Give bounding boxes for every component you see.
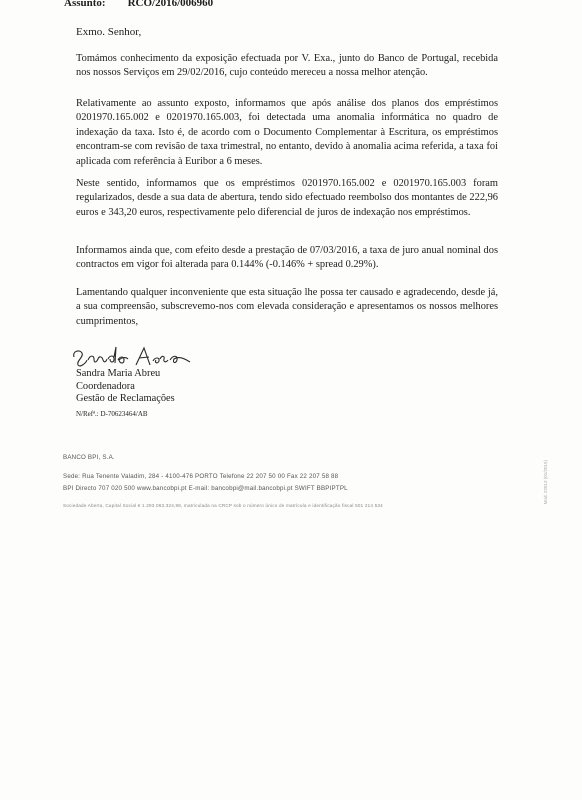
subject-line: [64, 0, 213, 9]
legal-line: Sociedade Aberta, Capital Social € 1.293.063.324,98, matriculada na CRCP sob o número único de matrícula e identificação fiscal 501 214 534: [63, 503, 383, 508]
company-name: BANCO BPI, S.A.: [63, 454, 115, 461]
address-line: Sede: Rua Tenente Valadim, 284 - 4100-476 PORTO Telefone 22 207 50 00 Fax 22 207 58 88: [63, 473, 339, 480]
paragraph-acknowledgement: Tomámos conhecimento da exposição efectuada por V. Exa., junto do Banco de Portugal, recebida nos nossos Serviços em 29/02/2016, cujo conteúdo mereceu a nossa melhor atenção.: [76, 53, 498, 79]
paragraph-regularization: Neste sentido, informamos que os empréstimos 0201970.165.002 e 0201970.165.003 foram regularizados, desde a sua data de abertura, tendo sido efectuado reembolso dos montantes de 222,96 euros e 343,20 euros, respectivamente pelo diferencial de juros de indexação nos empréstimos.: [76, 178, 498, 218]
internal-reference: N/Refª.: D-70623464/AB: [76, 409, 148, 418]
signature-block: [76, 368, 175, 420]
subject-label: Assunto:: [64, 0, 106, 9]
signer-role: Coordenadora: [76, 380, 135, 392]
paragraph-rate-change: Informamos ainda que, com efeito desde a prestação de 07/03/2016, a taxa de juro anual nominal dos contractos em vigor foi alterada para 0.144% (-0.146% + spread 0.29%).: [76, 245, 498, 271]
subject-reference: RCO/2016/006960: [127, 0, 214, 9]
signer-department: Gestão de Reclamações: [76, 393, 175, 404]
contact-line: BPI Directo 707 020 500 www.bancobpi.pt E-mail: bancobpi@mail.bancobpi.pt SWIFT BBPIPTPL: [63, 485, 348, 492]
paragraph-analysis: Relativamente ao assunto exposto, informamos que após análise dos planos dos empréstimos 0201970.165.002 e 0201970.165.003, foi detectada uma anomalia informática no quadro de indexação da taxa. Isto é, de acordo com o Documento Complementar à Escritura, os empréstimos encontram-se com revisão de taxa trimestral, no entanto, devido à anomalia acima referida, a taxa foi aplicada com referência à Euribor a 6 meses.: [76, 98, 498, 167]
greeting: Exmo. Senhor,: [76, 26, 142, 38]
handwritten-signature: [70, 343, 210, 371]
signer-name: Sandra Maria Abreu: [76, 368, 161, 379]
form-model-note: Mod. 22813 (01/2015): [543, 460, 548, 505]
bank-footer: [63, 454, 383, 508]
paragraph-closing: Lamentando qualquer inconveniente que esta situação lhe possa ter causado e agradecendo, desde já, a sua compreensão, subscrevemo-nos com elevada consideração e apresentamos os nossos melhores cumprimentos,: [76, 287, 498, 327]
